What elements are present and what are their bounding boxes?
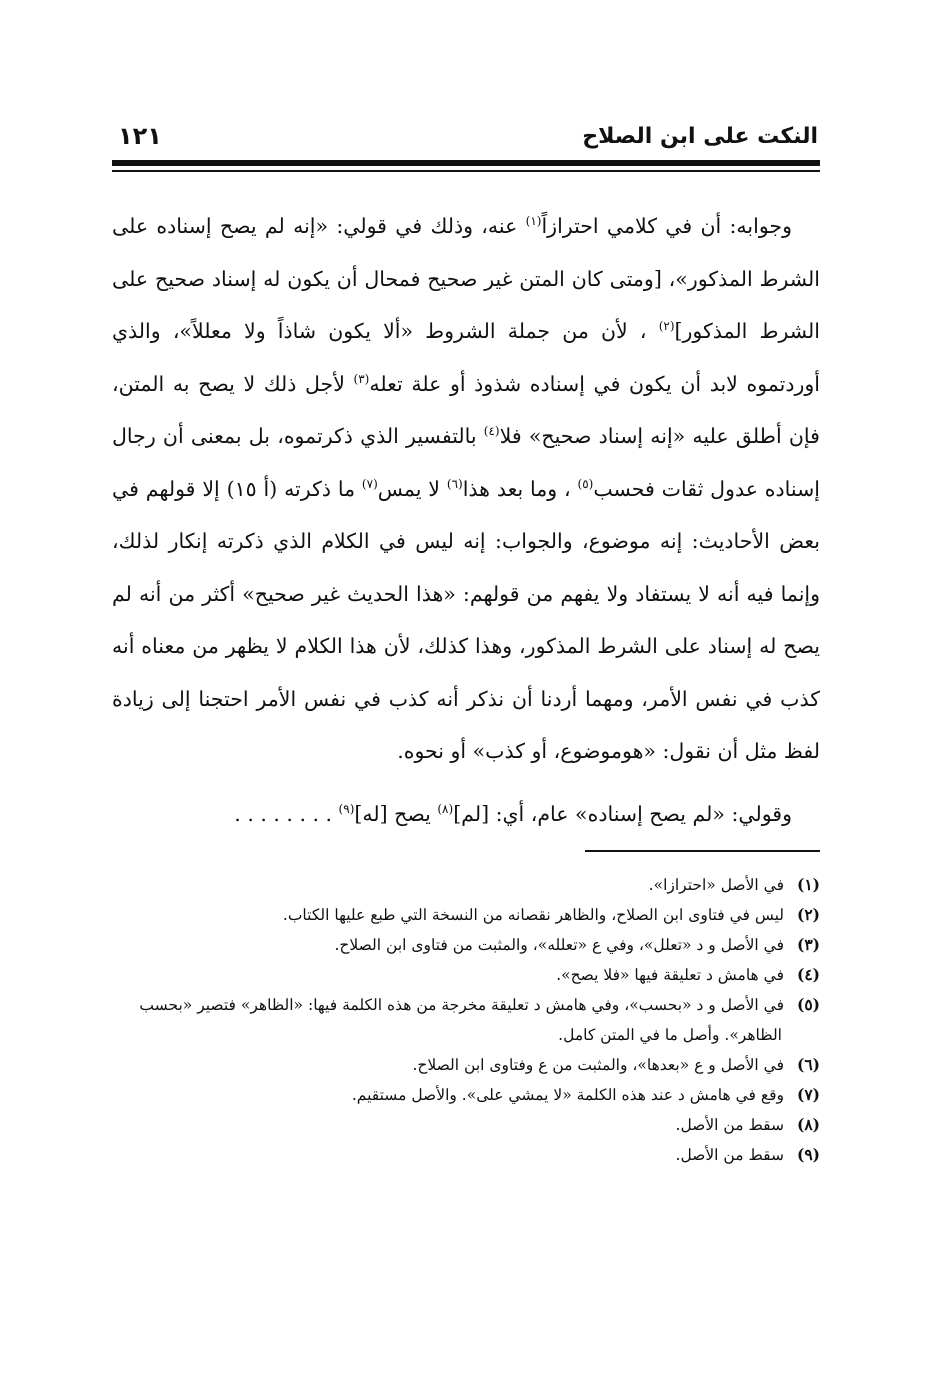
text-run: ما ذكرته (أ ١٥) إلا قولهم في بعض الأحاديث: إنه موضوع، والجواب: إنه ليس في الكلام الذي ذكرته إنكار لذلك، وإنما فيه أنه لا يستفاد ولا يفهم من قولهم: «هذا الحديث غير صحيح» أكثر من أنه لم يصح له إسناد على الشرط المذكور، وهذا كذلك، لأن هذا الكلام لا يظهر من معناه أنه كذب في نفس الأمر، ومهما أردنا أن نذكر أنه كذب في نفس الأمر احتجنا إلى زيادة لفظ مثل أن نقول: «هوموضوع، أو كذب» أو نحوه. bbox=[112, 476, 820, 763]
footnote bbox=[112, 930, 820, 960]
footnote bbox=[112, 990, 820, 1050]
text-run: ، لأن من جملة الشروط «ألا يكون شاذاً ولا معللاً»، والذي أوردتموه لابد أن يكون في إسناده شذوذ أو علة تعله bbox=[112, 319, 820, 396]
text-run: لا يمس bbox=[377, 476, 447, 501]
header-rule-thin bbox=[112, 170, 820, 172]
footnotes bbox=[112, 870, 820, 1170]
ellipsis-dots: . . . . . . . . bbox=[234, 801, 339, 826]
footnote bbox=[112, 900, 820, 930]
footnote-text: في الأصل و د «بحسب»، وفي هامش د تعليقة مخرجة من هذه الكلمة فيها: «الظاهر» فتصير «بحسب الظاهر». وأصل ما في المتن كامل. bbox=[139, 996, 784, 1044]
text-run: عنه، وذلك في قولي: «إنه لم يصح إسناده على الشرط المذكور»، [ومتى كان المتن غير صحيح فمحال أن يكون له إسناد صحيح على الشرط المذكور] bbox=[112, 214, 820, 343]
footnote bbox=[112, 1140, 820, 1170]
footnote-text: في الأصل «احترازا». bbox=[648, 876, 784, 894]
footnote-text: ليس في فتاوى ابن الصلاح، والظاهر نقصانه من النسخة التي طبع عليها الكتاب. bbox=[282, 906, 784, 924]
text-run: وقولي: «لم يصح إسناده» عام، أي: [لم] bbox=[453, 801, 792, 826]
running-title: النكت على ابن الصلاح bbox=[582, 124, 818, 149]
footnote-ref-3: (٣) bbox=[353, 371, 370, 386]
footnote-ref-4: (٤) bbox=[483, 424, 500, 438]
footnote-ref-8: (٨) bbox=[437, 801, 454, 816]
footnote bbox=[112, 1050, 820, 1080]
footnote-text: في هامش د تعليقة فيها «فلا يصح». bbox=[556, 966, 784, 984]
text-run: لأجل ذلك لا يصح به المتن، فإن أطلق عليه «إنه إسناد صحيح» فلا bbox=[112, 371, 820, 448]
footnote-number: (٢) bbox=[796, 905, 820, 924]
footnote-ref-7: (٧) bbox=[361, 476, 378, 491]
page-number: ١٢١ bbox=[118, 122, 162, 150]
footnote-ref-1: (١) bbox=[525, 214, 542, 228]
footnote-ref-6: (٦) bbox=[446, 476, 463, 491]
text-run: يصح [له] bbox=[354, 801, 438, 826]
footnote-text: سقط من الأصل. bbox=[675, 1146, 784, 1164]
footnote-number: (٦) bbox=[796, 1055, 820, 1074]
text-run: وجوابه: أن في كلامي احترازاً bbox=[541, 214, 792, 238]
footnote-ref-5: (٥) bbox=[577, 476, 594, 491]
footnote-text: في الأصل و د «تعلل»، وفي ع «تعلله»، والمثبت من فتاوى ابن الصلاح. bbox=[334, 936, 784, 954]
main-text bbox=[112, 200, 820, 840]
footnote-text: سقط من الأصل. bbox=[675, 1116, 784, 1134]
footnote-ref-9: (٩) bbox=[338, 801, 355, 816]
footnote-number: (٤) bbox=[796, 965, 820, 984]
footnote bbox=[112, 870, 820, 900]
footnote-number: (٣) bbox=[796, 935, 820, 954]
footnote-number: (٨) bbox=[796, 1115, 820, 1134]
footnote-number: (٥) bbox=[796, 995, 820, 1014]
paragraph-2 bbox=[112, 788, 820, 841]
footnote-number: (٧) bbox=[796, 1085, 820, 1104]
paragraph-1 bbox=[112, 200, 820, 778]
footnote bbox=[112, 960, 820, 990]
text-run: بالتفسير الذي ذكرتموه، بل بمعنى أن رجال إسناده عدول ثقات فحسب bbox=[112, 424, 820, 501]
footnote-text: في الأصل و ع «بعدها»، والمثبت من ع وفتاوى ابن الصلاح. bbox=[412, 1056, 784, 1074]
footnote-separator bbox=[585, 850, 820, 852]
footnote-number: (١) bbox=[796, 875, 820, 894]
header-rule-thick bbox=[112, 160, 820, 166]
footnote bbox=[112, 1110, 820, 1140]
text-run: ، وما بعد هذا bbox=[462, 476, 578, 501]
footnote-text: وقع في هامش د عند هذه الكلمة «لا يمشي على». والأصل مستقيم. bbox=[351, 1086, 784, 1104]
footnote-ref-2: (٢) bbox=[658, 319, 675, 333]
footnote bbox=[112, 1080, 820, 1110]
footnote-number: (٩) bbox=[796, 1145, 820, 1164]
